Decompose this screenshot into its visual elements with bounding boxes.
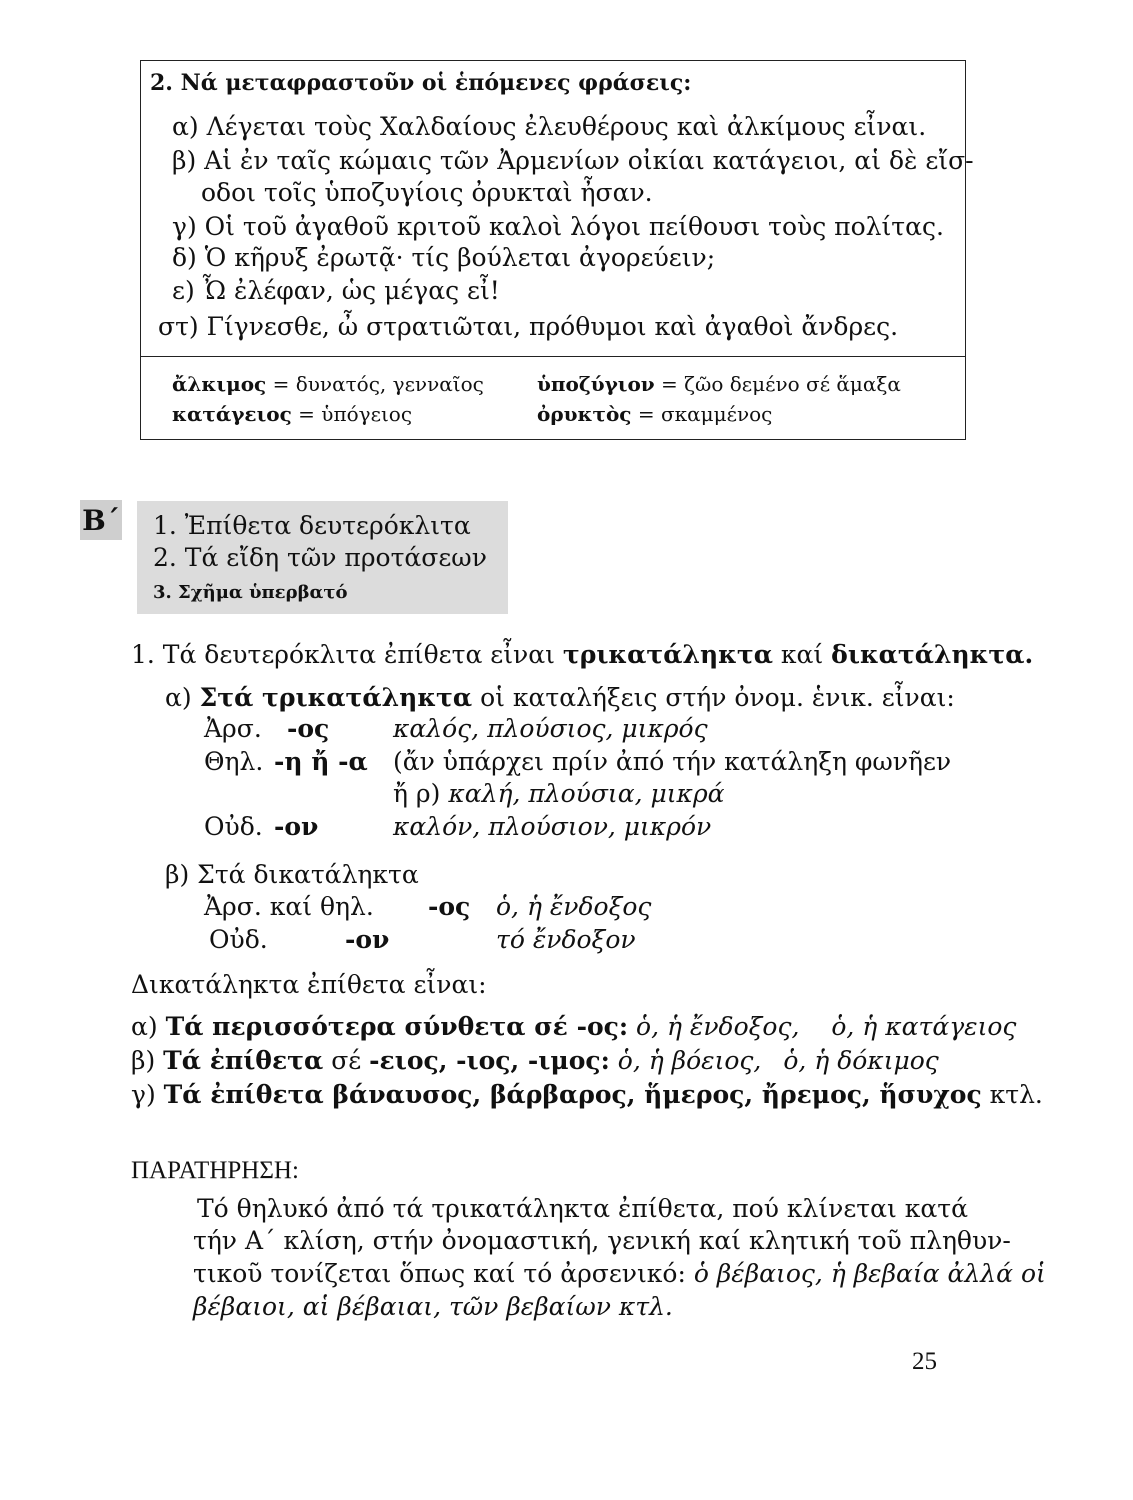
di-masc-ending: -ος xyxy=(428,892,471,921)
sentence-g: γ) Οἱ τοῦ ἀγαθοῦ κριτοῦ καλοὶ λόγοι πείθουσι τοὺς πολίτας. xyxy=(172,212,944,241)
sentence-d: δ) Ὁ κῆρυξ ἐρωτᾷ· τίς βούλεται ἀγορεύειν; xyxy=(172,243,716,272)
note-line: βέβαιοι, αἱ βέβαιαι, τῶν βεβαίων κτλ. xyxy=(193,1292,673,1321)
note-title: ΠΑΡΑΤΗΡΗΣΗ: xyxy=(131,1157,299,1184)
sentence-e: ε) Ὦ ἐλέφαν, ὡς μέγας εἶ! xyxy=(172,276,500,305)
tri-heading: α) Στά τρικατάληκτα οἱ καταλήξεις στήν ὀνομ. ἑνικ. εἶναι: xyxy=(165,683,955,712)
tri-fem-note-cont: ἤ ρ) καλή, πλούσια, μικρά xyxy=(393,779,725,808)
tri-masc-ending: -ος xyxy=(287,714,330,743)
page-number: 25 xyxy=(912,1348,937,1375)
tri-masc-examples: καλός, πλούσιος, μικρός xyxy=(393,714,708,743)
glossary-item: ὑποζύγιον = ζῶο δεμένο σέ ἅμαξα xyxy=(537,372,901,396)
tri-fem-gender: Θηλ. xyxy=(204,747,264,776)
di-neut-gender: Οὐδ. xyxy=(209,925,268,954)
di-title: Δικατάληκτα ἐπίθετα εἶναι: xyxy=(131,970,487,999)
note-line: Τό θηλυκό ἀπό τά τρικατάληκτα ἐπίθετα, πού κλίνεται κατά xyxy=(197,1194,968,1223)
lesson-intro: 1. Τά δευτερόκλιτα ἐπίθετα εἶναι τρικατάληκτα καί δικατάληκτα. xyxy=(131,640,1034,669)
tri-neut-examples: καλόν, πλούσιον, μικρόν xyxy=(393,812,712,841)
di-masc-examples: ὁ, ἡ ἔνδοξος xyxy=(496,892,652,921)
sentence-b-cont: οδοι τοῖς ὑποζυγίοις ὀρυκταὶ ἦσαν. xyxy=(201,178,653,207)
di-masc-gender: Ἀρσ. καί θηλ. xyxy=(204,892,374,921)
note-line: τήν Α΄ κλίση, στήν ὀνομαστική, γενική καί κλητική τοῦ πληθυν- xyxy=(193,1226,1011,1255)
sentence-a: α) Λέγεται τοὺς Χαλδαίους ἐλευθέρους καὶ ἀλκίμους εἶναι. xyxy=(172,112,927,141)
rule-g: γ) Τά ἐπίθετα βάναυσος, βάρβαρος, ἥμερος, ἤρεμος, ἥσυχος κτλ. xyxy=(131,1080,1043,1109)
topic-2: 2. Τά εἴδη τῶν προτάσεων xyxy=(153,543,487,572)
di-neut-ending: -ον xyxy=(345,925,390,954)
tri-fem-ending: -η ἤ -α xyxy=(274,747,368,776)
tri-masc-gender: Ἀρσ. xyxy=(204,714,262,743)
tri-fem-note: (ἄν ὑπάρχει πρίν ἀπό τήν κατάληξη φωνῆεν xyxy=(393,747,952,776)
di-heading: β) Στά δικατάληκτα xyxy=(165,860,419,889)
tri-neut-ending: -ον xyxy=(274,812,319,841)
note-line: τικοῦ τονίζεται ὅπως καί τό ἀρσενικό: ὁ βέβαιος, ἡ βεβαία ἀλλά οἱ xyxy=(193,1259,1046,1288)
section-letter: Β΄ xyxy=(80,500,122,540)
sentence-b: β) Αἱ ἐν ταῖς κώμαις τῶν Ἀρμενίων οἰκίαι κατάγειοι, αἱ δὲ εἴσ- xyxy=(172,146,974,175)
sentence-st: στ) Γίγνεσθε, ὦ στρατιῶται, πρόθυμοι καὶ ἀγαθοὶ ἄνδρες. xyxy=(158,312,899,341)
exercise-title: 2. Νά μεταφραστοῦν οἱ ἑπόμενες φράσεις: xyxy=(150,70,692,96)
glossary-item: κατάγειος = ὑπόγειος xyxy=(172,402,413,426)
rule-b: β) Τά ἐπίθετα σέ -ειος, -ιος, -ιμος: ὁ, ἡ βόειος, ὁ, ἡ δόκιμος xyxy=(131,1046,939,1075)
tri-neut-gender: Οὐδ. xyxy=(204,812,263,841)
di-neut-examples: τό ἔνδοξον xyxy=(496,925,636,954)
topic-3: 3. Σχῆμα ὑπερβατό xyxy=(153,582,348,603)
rule-a: α) Τά περισσότερα σύνθετα σέ -ος: ὁ, ἡ ἔνδοξος, ὁ, ἡ κατάγειος xyxy=(131,1012,1017,1041)
glossary-item: ἄλκιμος = δυνατός, γενναῖος xyxy=(172,372,484,396)
glossary-item: ὀρυκτὸς = σκαμμένος xyxy=(537,402,773,426)
topic-1: 1. Ἐπίθετα δευτερόκλιτα xyxy=(153,511,471,540)
glossary-divider xyxy=(140,356,966,357)
